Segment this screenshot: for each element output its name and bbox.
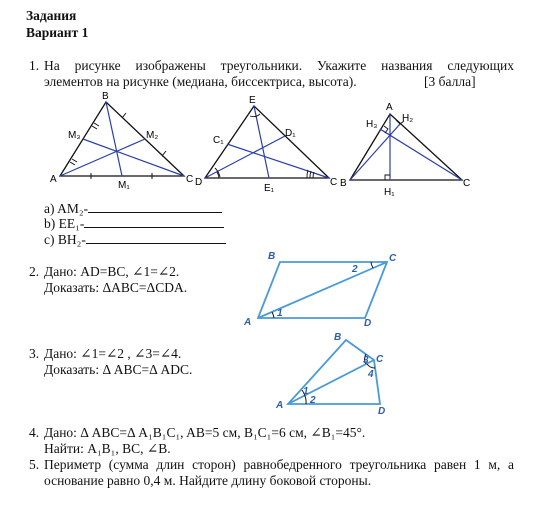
task1-answer-b-blank[interactable] [84, 215, 224, 228]
fig3-label-h2: H₂ [402, 113, 414, 124]
fig2-label-c1: C₁ [213, 135, 224, 146]
fig1-label-m3: M₃ [68, 130, 81, 141]
fig3-label-c: C [463, 178, 471, 189]
task1-text-line1: На рисунке изображены треугольники. Укажите названия следующих [44, 58, 514, 73]
fig4-angle-2: 2 [352, 264, 358, 275]
fig3-label-a: A [386, 102, 393, 113]
parallelogram-abcd-figure [240, 250, 400, 330]
quadrilateral-abcd-figure [274, 330, 404, 415]
fig1-label-b: B [102, 91, 109, 102]
fig5-label-c: C [376, 354, 384, 365]
task3-given: Дано: ∠1=∠2 , ∠3=∠4. [44, 346, 182, 361]
triangle-dec-bisectors-figure [193, 92, 343, 192]
fig4-label-a: A [244, 317, 252, 328]
task1-number: 1. [29, 58, 40, 73]
fig4-label-b: B [268, 251, 276, 262]
fig1-label-m2: M₂ [146, 130, 159, 141]
fig1-label-a: A [50, 174, 57, 185]
fig4-angle-1: 1 [277, 308, 283, 319]
fig4-label-c: C [389, 253, 397, 264]
page-title: Задания [26, 8, 77, 23]
task5-text-line2: основание равно 0,4 м. Найдите длину боковой стороны. [44, 473, 372, 488]
task2-number: 2. [29, 264, 40, 279]
fig5-angle-4: 4 [368, 369, 374, 380]
fig5-angle-3: 3 [363, 355, 369, 366]
variant-label: Вариант 1 [26, 25, 89, 40]
fig2-label-c: C [330, 177, 338, 188]
fig1-label-c: C [186, 174, 194, 185]
task4-find: Найти: A₁B₁, BC, ∠B. [44, 441, 171, 456]
task1-item-c [44, 231, 226, 248]
task5-text-line1: Периметр (сумма длин сторон) равнобедренного треугольника равен 1 м, а [44, 457, 514, 472]
fig2-label-e1: E₁ [264, 183, 275, 192]
fig2-label-d1: D₁ [285, 128, 296, 139]
fig5-angle-1: 1 [303, 386, 309, 397]
fig1-label-m1: M₁ [118, 180, 130, 190]
task2-given: Дано: AD=BC, ∠1=∠2. [44, 264, 180, 279]
fig5-angle-2: 2 [310, 395, 316, 406]
fig3-label-b: B [340, 178, 347, 189]
fig2-label-e: E [249, 95, 256, 106]
task3-prove: Доказать: Δ ABC=Δ ADC. [44, 362, 193, 377]
task3-number: 3. [29, 346, 40, 361]
task4-given: Дано: Δ ABC=Δ A₁B₁C₁, AB=5 см, B₁C₁=6 см, ∠B₁=45°. [44, 425, 366, 440]
fig3-label-h3: H₃ [366, 119, 378, 130]
fig5-label-d: D [378, 406, 386, 415]
task1-answer-c-blank[interactable] [86, 231, 226, 244]
fig2-label-d: D [195, 177, 203, 188]
task1-item-a-label: a) AM₂- [44, 201, 89, 216]
triangle-bac-altitudes-figure [338, 98, 478, 198]
fig5-label-b: B [334, 332, 342, 343]
task1-item-b-label: b) EE₁- [44, 216, 85, 231]
triangle-abc-medians-figure [48, 90, 198, 190]
task1-text-line2: элементов на рисунке (медиана, биссектриса, высота). [44, 74, 357, 89]
task2-prove: Доказать: ΔABC=ΔCDA. [44, 280, 188, 295]
task1-points: [3 балла] [424, 74, 476, 89]
fig3-label-h1: H₁ [384, 187, 395, 198]
task4-number: 4. [29, 425, 40, 440]
task1-item-c-label: c) BH₂- [44, 232, 86, 247]
fig4-label-d: D [364, 318, 372, 329]
task1-answer-a-blank[interactable] [88, 200, 222, 213]
task5-number: 5. [29, 457, 40, 472]
task1-item-b [44, 215, 224, 232]
fig5-label-a: A [276, 400, 284, 411]
